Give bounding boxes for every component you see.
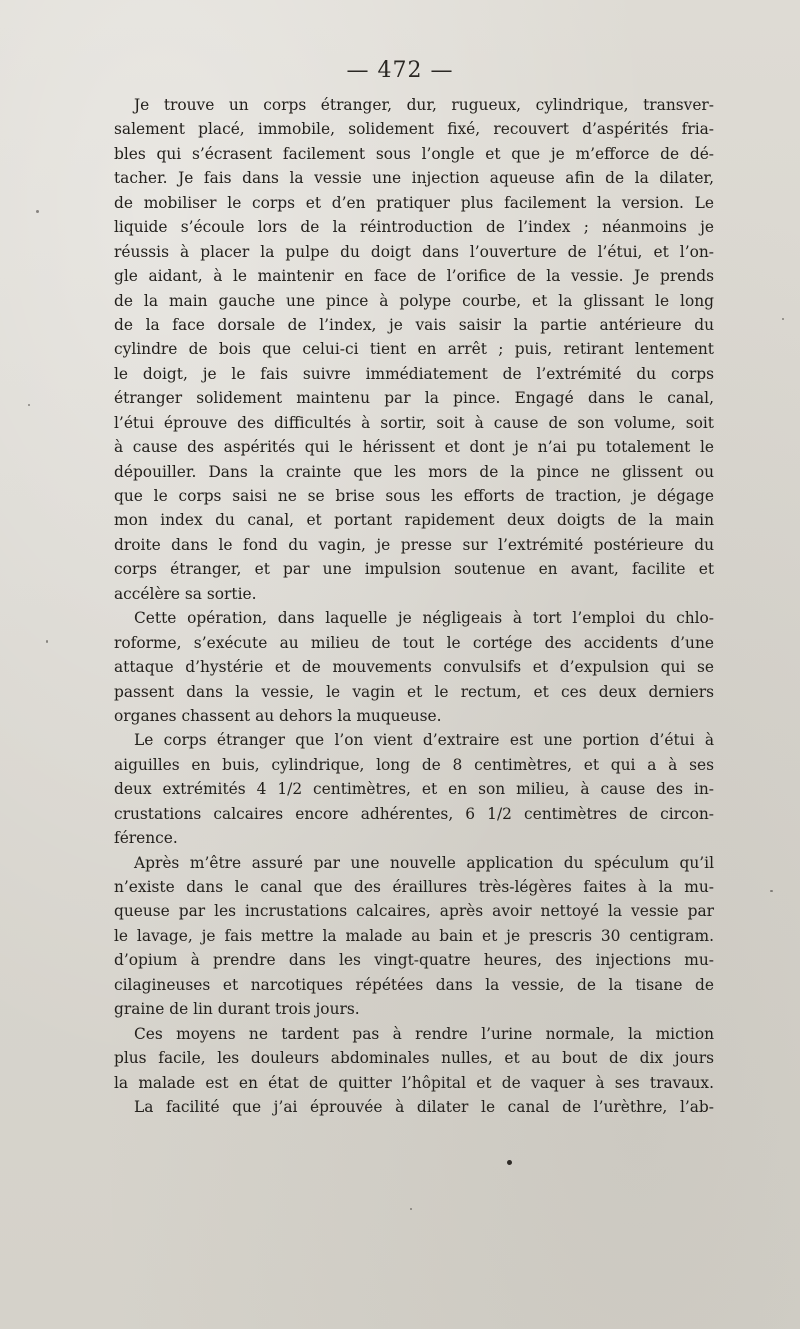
text-line: de la main gauche une pince à polype courbe, et la glissant le long (114, 291, 714, 310)
text-line: Je trouve un corps étranger, dur, rugueux, cylindrique, transver- (134, 96, 714, 114)
paper-speck (36, 210, 39, 213)
text-line: tacher. Je fais dans la vessie une injection aqueuse afin de la dilater, (114, 169, 714, 188)
paper-speck (782, 318, 784, 320)
text-line: Après m’être assuré par une nouvelle application du spéculum qu’il (134, 853, 714, 872)
text-line: la malade est en état de quitter l’hôpital et de vaquer à ses travaux. (114, 1073, 714, 1092)
text-line: n’existe dans le canal que des éraillures très-légères faites à la mu- (114, 878, 714, 896)
text-line: de la face dorsale de l’index, je vais saisir la partie antérieure du (114, 315, 714, 334)
paragraph (114, 728, 714, 850)
text-line: aiguilles en buis, cylindrique, long de 8 centimètres, et qui a à ses (114, 755, 714, 774)
text-line: Cette opération, dans laquelle je négligeais à tort l’emploi du chlo- (134, 609, 714, 628)
paragraph (114, 1022, 714, 1095)
paragraph (114, 851, 714, 1022)
text-line: droite dans le fond du vagin, je presse sur l’extrémité postérieure du (114, 535, 714, 554)
paper-speck (770, 890, 773, 892)
text-line: bles qui s’écrasent facilement sous l’ongle et que je m’efforce de dé- (114, 144, 714, 163)
text-line: crustations calcaires encore adhérentes, 6 1/2 centimètres de circon- (114, 804, 714, 823)
paper-speck (28, 404, 30, 406)
text-line: La facilité que j’ai éprouvée à dilater le canal de l’urèthre, l’ab- (134, 1097, 714, 1116)
text-line: étranger solidement maintenu par la pince. Engagé dans le canal, (114, 389, 714, 408)
text-line: que le corps saisi ne se brise sous les efforts de traction, je dégage (114, 487, 714, 505)
text-line: Le corps étranger que l’on vient d’extraire est une portion d’étui à (134, 731, 714, 750)
text-line: le lavage, je fais mettre la malade au bain et je prescris 30 centigram. (114, 926, 714, 945)
text-line: salement placé, immobile, solidement fixé, recouvert d’aspérités fria- (114, 120, 714, 139)
text-line: corps étranger, et par une impulsion soutenue en avant, facilite et (114, 560, 714, 579)
text-line: mon index du canal, et portant rapidement deux doigts de la main (114, 511, 714, 530)
body-text (114, 93, 714, 1119)
text-line: queuse par les incrustations calcaires, après avoir nettoyé la vessie par (114, 902, 714, 921)
text-line: d’opium à prendre dans les vingt-quatre heures, des injections mu- (114, 951, 714, 970)
text-line: férence. (114, 829, 178, 848)
text-line: liquide s’écoule lors de la réintroduction de l’index ; néanmoins je (114, 218, 714, 237)
text-line: organes chassent au dehors la muqueuse. (114, 706, 442, 725)
page-number: — 472 — (346, 58, 454, 83)
text-line: Ces moyens ne tardent pas à rendre l’urine normale, la miction (134, 1024, 714, 1043)
paragraph (114, 93, 714, 606)
text-line: attaque d’hystérie et de mouvements convulsifs et d’expulsion qui se (114, 658, 714, 677)
paragraph (114, 1095, 714, 1119)
text-line: dépouiller. Dans la crainte que les mors de la pince ne glissent ou (114, 462, 714, 481)
text-line: le doigt, je le fais suivre immédiatement de l’extrémité du corps (114, 364, 714, 383)
text-line: cylindre de bois que celui-ci tient en arrêt ; puis, retirant lentement (114, 340, 714, 359)
text-line: deux extrémités 4 1/2 centimètres, et en son milieu, à cause des in- (114, 780, 714, 799)
paper-speck (46, 640, 48, 643)
text-line: à cause des aspérités qui le hérissent et dont je n’ai pu totalement le (114, 438, 714, 457)
text-line: gle aidant, à le maintenir en face de l’orifice de la vessie. Je prends (114, 267, 714, 286)
text-line: de mobiliser le corps et d’en pratiquer plus facilement la version. Le (114, 193, 714, 212)
paper-speck (410, 1208, 412, 1210)
text-line: plus facile, les douleurs abdominales nulles, et au bout de dix jours (114, 1049, 714, 1068)
text-line: l’étui éprouve des difficultés à sortir, soit à cause de son volume, soit (114, 413, 714, 432)
paragraph (114, 606, 714, 728)
ink-dot (507, 1160, 512, 1165)
text-line: graine de lin durant trois jours. (114, 1000, 360, 1019)
text-line: passent dans la vessie, le vagin et le rectum, et ces deux derniers (114, 682, 714, 701)
text-line: accélère sa sortie. (114, 584, 257, 603)
text-line: roforme, s’exécute au milieu de tout le cortége des accidents d’une (114, 633, 714, 652)
text-line: cilagineuses et narcotiques répétées dans la vessie, de la tisane de (114, 975, 714, 994)
text-line: réussis à placer la pulpe du doigt dans l’ouverture de l’étui, et l’on- (114, 242, 714, 261)
